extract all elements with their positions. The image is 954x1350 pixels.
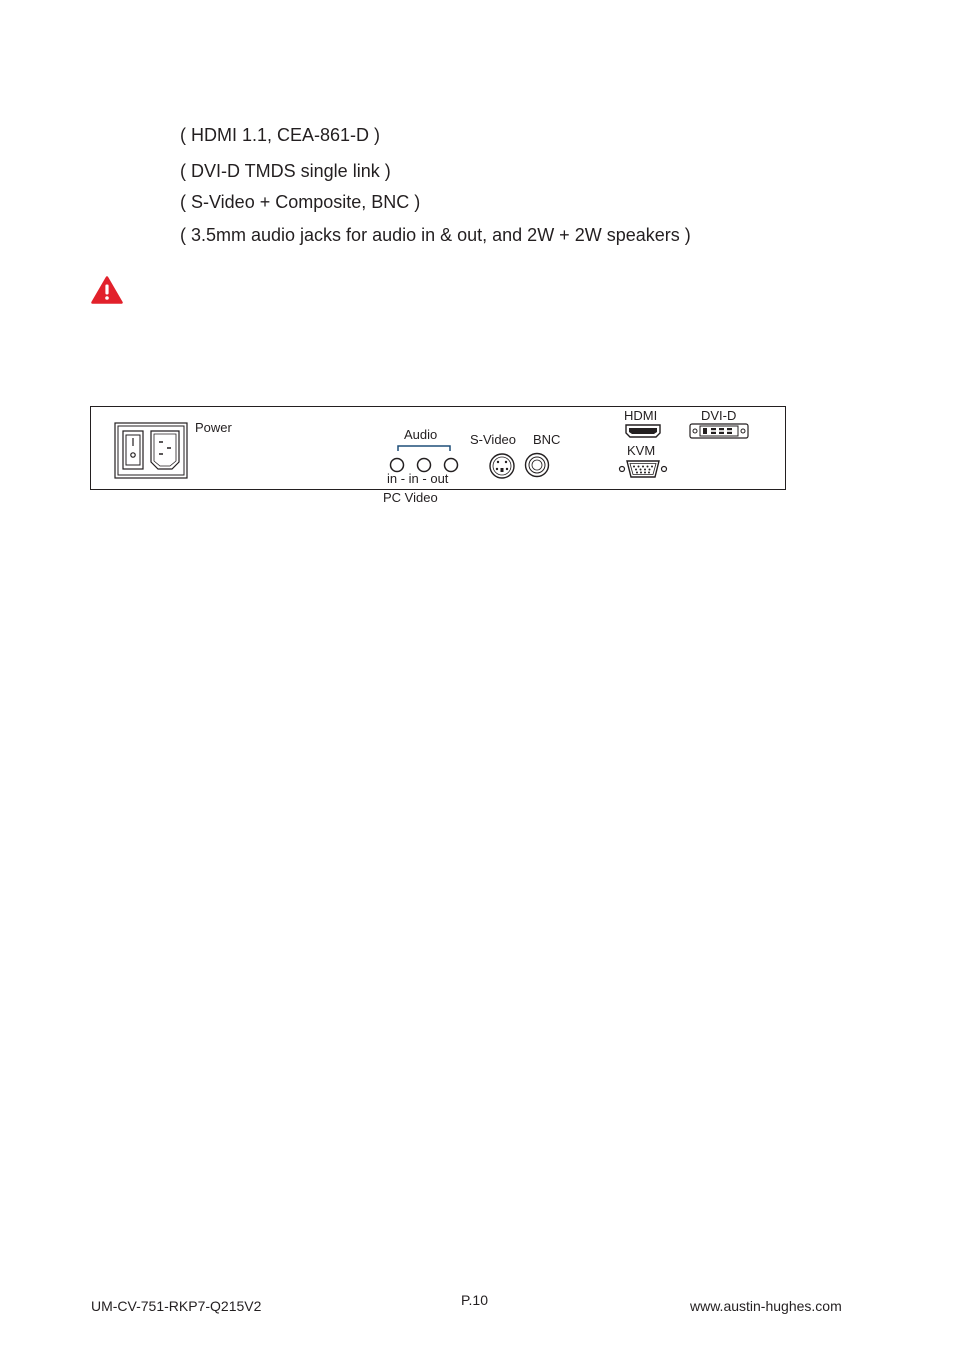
power-label: Power [195,420,232,435]
kvm-label: KVM [627,443,656,458]
svideo-port-icon [488,452,516,480]
spec-line-dvi: ( DVI-D TMDS single link ) [180,161,391,181]
dvi-label: DVI-D [701,408,737,423]
audio-label: Audio [404,427,438,442]
hdmi-label: HDMI [624,408,658,423]
spec-line-video: ( S-Video + Composite, BNC ) [180,192,421,212]
footer-model-number: UM-CV-751-RKP7-Q215V2 [91,1298,262,1314]
svideo-label: S-Video [470,432,517,447]
kvm-vga-port-icon [618,459,668,479]
footer-website: www.austin-hughes.com [690,1298,842,1314]
footer-page-number: P.10 [461,1292,488,1308]
rear-panel-diagram [90,406,786,490]
audio-ports-label: in - in - out [387,471,449,486]
bnc-port-icon [524,452,550,478]
audio-bracket-icon [396,444,452,452]
dvi-port-icon [689,423,749,439]
audio-sources-label: PC Video [383,490,438,505]
bnc-label: BNC [533,432,561,447]
spec-line-hdmi: ( HDMI 1.1, CEA-861-D ) [180,125,381,145]
warning-triangle-icon [91,276,123,304]
hdmi-port-icon [625,424,661,438]
power-inlet-icon [114,422,188,479]
spec-line-audio: ( 3.5mm audio jacks for audio in & out, and 2W + 2W speakers ) [180,225,691,245]
